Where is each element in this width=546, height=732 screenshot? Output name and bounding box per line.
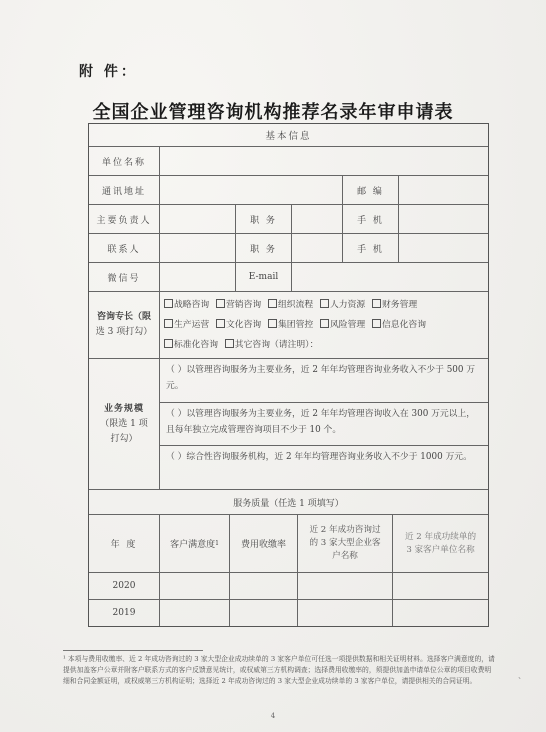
option-hr[interactable]: 人力资源: [320, 300, 365, 310]
checkbox-icon: [372, 319, 381, 328]
year-cell: 2020: [112, 581, 136, 591]
principal-field[interactable]: [159, 205, 235, 233]
option-operations[interactable]: 生产运营: [164, 320, 209, 330]
application-form-table: [88, 123, 489, 627]
scale-option-3[interactable]: （ ）综合性咨询服务机构，近 2 年年均管理咨询业务收入不少于 1000 万元。: [166, 452, 472, 463]
option-standardization[interactable]: 标准化咨询: [164, 340, 218, 350]
year-row-2020: [89, 573, 488, 600]
service-quality-header: 服务质量（任选 1 项填写）: [233, 498, 344, 509]
principal-row: [89, 205, 488, 234]
year-row-2019: [89, 600, 488, 626]
contact-position-field[interactable]: [291, 234, 342, 262]
footnote-divider: [63, 650, 203, 651]
option-finance[interactable]: 财务管理: [372, 300, 417, 310]
option-group-control[interactable]: 集团管控: [268, 320, 313, 330]
attachment-label: 附 件：: [79, 64, 138, 80]
renewal-cell[interactable]: [229, 600, 297, 626]
expertise-row: [89, 292, 488, 359]
col-year: 年 度: [110, 540, 138, 550]
email-field[interactable]: [291, 263, 488, 291]
option-it[interactable]: 信息化咨询: [372, 320, 426, 330]
contact-label: 联系人: [107, 244, 141, 255]
year-cell: 2019: [112, 608, 136, 618]
email-label: E-mail: [235, 263, 291, 291]
renewal-clients-cell[interactable]: [392, 600, 488, 626]
page-number: 4: [270, 712, 276, 720]
checkbox-icon: [164, 299, 173, 308]
address-field[interactable]: [159, 176, 342, 204]
option-marketing[interactable]: 营销咨询: [216, 300, 261, 310]
principal-label: 主要负责人: [96, 215, 152, 226]
address-label: 通讯地址: [101, 186, 146, 197]
basic-info-header-row: [89, 124, 488, 147]
satisfaction-cell[interactable]: [159, 573, 229, 599]
checkbox-icon: [268, 319, 277, 328]
footnote: ¹ 本项与费用收缴率、近 2 年成功咨询过的 3 家大型企业成功续单的 3 家客户单位可任选一项提供数据和相关证明材料。选择客户满意度的，请提供加盖客户公章并附客户联系方式的客户反馈意见统计，或权威第三方机构调查；选择费用收缴率的，须提供加盖申请单位公章的项目收费明细和合同金额证明，或权威第三方机构证明；选择近 2 年成功咨询过的 3 家大型企业成功续单的 3 家客户单位，请提供相关的合同证明。: [63, 655, 495, 685]
option-org-process[interactable]: 组织流程: [268, 300, 313, 310]
wechat-label: 微信号: [107, 273, 141, 284]
business-scale-row: [89, 359, 488, 490]
business-scale-label: 业务规模 （限选 1 项 打勾）: [100, 403, 148, 444]
basic-info-header: 基本信息: [265, 131, 312, 142]
option-culture[interactable]: 文化咨询: [216, 320, 261, 330]
expertise-options: [159, 292, 488, 358]
address-row: [89, 176, 488, 205]
col-renewal: 费用收缴率: [229, 515, 297, 572]
checkbox-icon: [320, 299, 329, 308]
wechat-field[interactable]: [159, 263, 235, 291]
checkbox-icon: [320, 319, 329, 328]
checkbox-icon: [372, 299, 381, 308]
business-scale-options: [159, 359, 488, 489]
checkbox-icon: [164, 339, 173, 348]
option-strategy[interactable]: 战略咨询: [164, 300, 209, 310]
checkbox-icon: [216, 299, 225, 308]
col-big-clients: 近 2 年成功咨询过的 3 家大型企业客户名称: [297, 515, 392, 572]
option-other[interactable]: 其它咨询（请注明）：: [225, 340, 319, 350]
contact-row: [89, 234, 488, 263]
scale-option-2[interactable]: （ ）以管理咨询服务为主要业务，近 2 年年均管理咨询收入在 300 万元以上，且每年独立完成管理咨询项目不少于 10 个。: [160, 403, 488, 447]
option-risk[interactable]: 风险管理: [320, 320, 365, 330]
contact-mobile-label: 手 机: [342, 234, 398, 262]
contact-mobile-field[interactable]: [398, 234, 488, 262]
margin-mark: 、: [518, 671, 526, 680]
big-clients-cell[interactable]: [297, 600, 392, 626]
principal-mobile-label: 手 机: [342, 205, 398, 233]
principal-mobile-field[interactable]: [398, 205, 488, 233]
service-quality-columns: [89, 515, 488, 573]
postcode-field[interactable]: [398, 176, 488, 204]
scale-option-1[interactable]: （ ）以管理咨询服务为主要业务，近 2 年年均管理咨询业务收入不少于 500 万元。: [160, 359, 488, 403]
big-clients-cell[interactable]: [297, 573, 392, 599]
satisfaction-cell[interactable]: [159, 600, 229, 626]
contact-field[interactable]: [159, 234, 235, 262]
expertise-label: 咨询专长（限 选 3 项打勾）: [95, 312, 153, 337]
unit-name-row: [89, 147, 488, 176]
col-renewal-clients: 近 2 年成功续单的 3 家客户单位名称: [392, 515, 488, 572]
postcode-label: 邮 编: [342, 176, 398, 204]
service-quality-header-row: [89, 490, 488, 515]
renewal-clients-cell[interactable]: [392, 573, 488, 599]
wechat-row: [89, 263, 488, 292]
checkbox-icon: [164, 319, 173, 328]
unit-name-field[interactable]: [159, 147, 488, 175]
checkbox-icon: [225, 339, 234, 348]
form-title: 全国企业管理咨询机构推荐名录年审申请表: [92, 102, 454, 123]
contact-position-label: 职 务: [235, 234, 291, 262]
renewal-cell[interactable]: [229, 573, 297, 599]
col-satisfaction: 客户满意度 1: [159, 515, 229, 572]
principal-position-field[interactable]: [291, 205, 342, 233]
checkbox-icon: [216, 319, 225, 328]
checkbox-icon: [268, 299, 277, 308]
unit-name-label: 单位名称: [101, 157, 146, 168]
principal-position-label: 职 务: [235, 205, 291, 233]
